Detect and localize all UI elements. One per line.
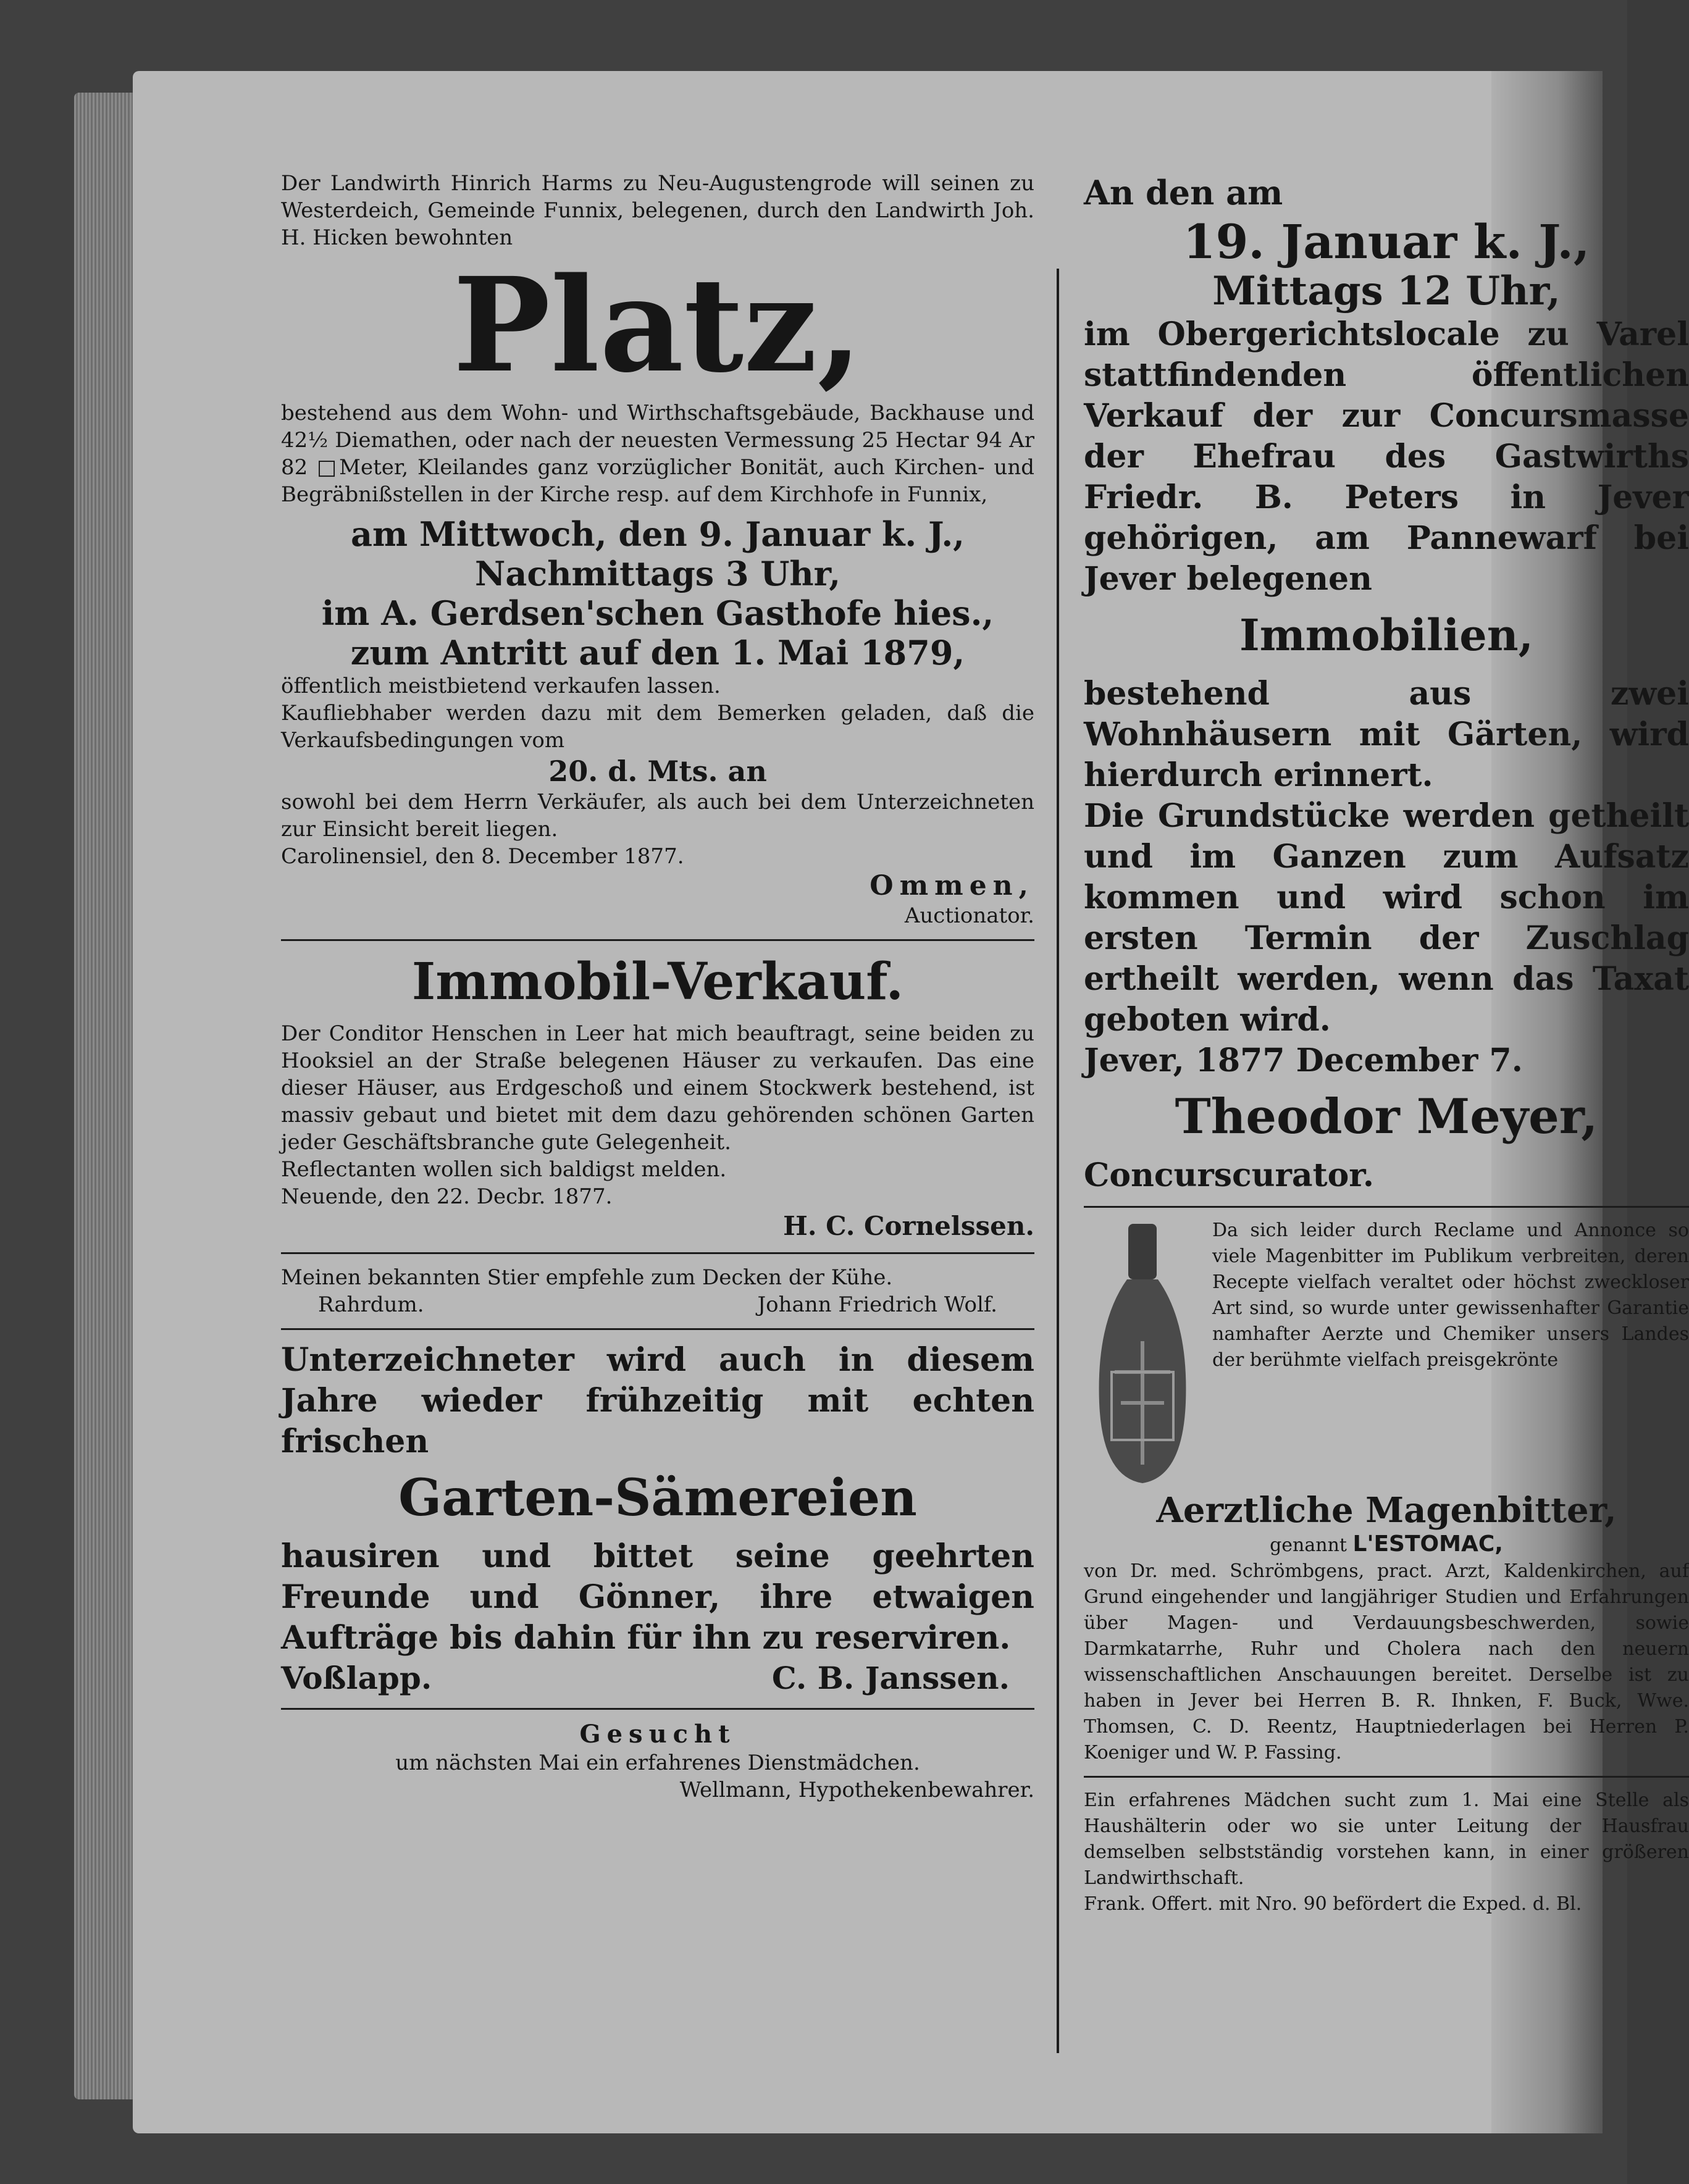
ad-immobil-note: Reflectanten wollen sich baldigst melden.: [281, 1157, 727, 1182]
ad-concurs-body: im Obergerichtslocale zu Varel stattfindenden öffentlichen Verkauf der zur Concursmasse der Ehefrau des Gastwirths Friedr. B. Peters in Jever gehörigen, am Pannewarf bei Jever belegenen: [1084, 316, 1689, 598]
separator-rule: [1084, 1206, 1689, 1208]
ad-maedchen-body: Ein erfahrenes Mädchen sucht zum 1. Mai eine Stelle als Haushälterin oder wo sie unter Leitung der Hausfrau demselben selbstständig vorstehen kann, in einer größeren Landwirthschaft.: [1084, 1789, 1689, 1889]
separator-rule: [281, 1252, 1034, 1254]
ad-immobil-headline: Immobil-Verkauf.: [411, 952, 904, 1011]
ad-platz-sale: öffentlich meistbietend verkaufen lassen.: [281, 674, 721, 698]
ad-concurs-role: Concurscurator.: [1084, 1157, 1375, 1194]
book-page-edges: [74, 93, 142, 2099]
ad-garten-intro: Unterzeichneter wird auch in diesem Jahre wieder frühzeitig mit echten frischen: [281, 1341, 1034, 1460]
ad-maedchen-note: Frank. Offert. mit Nro. 90 befördert die Exped. d. Bl.: [1084, 1893, 1582, 1915]
separator-rule: [1084, 1776, 1689, 1778]
ad-stier: [281, 1264, 1034, 1318]
ad-immobil: [281, 951, 1034, 1242]
ad-platz-avail: sowohl bei dem Herrn Verkäufer, als auch bei dem Unterzeichneten zur Einsicht bereit liegen.: [281, 790, 1034, 842]
ad-platz-time: Nachmittags 3 Uhr,: [474, 554, 841, 593]
ad-immobil-signature: H. C. Cornelssen.: [783, 1211, 1034, 1241]
ad-magenbitter-subtitle-name: L'ESTOMAC,: [1352, 1531, 1503, 1557]
ad-concurs-l2: 19. Januar k. J.,: [1183, 214, 1590, 269]
ad-garten-footer: [281, 1659, 1034, 1698]
ad-magenbitter-subtitle: [1084, 1531, 1689, 1559]
ad-stier-footer: [281, 1291, 1034, 1318]
ad-immobil-place-date: Neuende, den 22. Decbr. 1877.: [281, 1184, 613, 1209]
ad-garten-place: Voßlapp.: [281, 1660, 432, 1696]
ad-gesucht: [281, 1720, 1034, 1804]
ad-platz-place-date: Carolinensiel, den 8. December 1877.: [281, 844, 684, 869]
ad-magenbitter-top: [1084, 1218, 1689, 1489]
ad-concurs-body3: Die Grundstücke werden getheilt und im Ganzen zum Aufsatz kommen und wird schon im ersten Termin der Zuschlag ertheilt werden, wenn das Taxat geboten wird.: [1084, 797, 1689, 1039]
separator-rule: [281, 1328, 1034, 1330]
ad-platz-intro: Der Landwirth Hinrich Harms zu Neu-Augustengrode will seinen zu Westerdeich, Gemeinde Funnix, belegenen, durch den Landwirth Joh. H. Hicken bewohnten: [281, 171, 1034, 250]
separator-rule: [281, 1708, 1034, 1710]
ad-platz-place: im A. Gerdsen'schen Gasthofe hies.,: [321, 593, 994, 633]
ad-magenbitter: [1084, 1218, 1689, 1766]
ad-concurs-l1: An den am: [1084, 173, 1283, 212]
ad-magenbitter-headline: Aerztliche Magenbitter,: [1156, 1490, 1617, 1531]
ad-stier-place: Rahrdum.: [318, 1292, 424, 1317]
ad-magenbitter-body: von Dr. med. Schrömbgens, pract. Arzt, Kaldenkirchen, auf Grund eingehender und langjähriger Studien und Erfahrungen über Magen- und Verdauungsbeschwerden, sowie Darmkatarrhe, Ruhr und Cholera nach den neuern wissenschaftlichen Anschauungen bereitet. Derselbe ist zu haben in Jever bei Herren B. R. Ihnken, F. Buck, Wwe. Thomsen, C. D. Reentz, Hauptniederlagen bei Herren P. Koeniger und W. P. Fassing.: [1084, 1560, 1689, 1764]
newspaper-page: [133, 71, 1689, 2133]
ad-magenbitter-subtitle-prefix: genannt: [1270, 1534, 1347, 1556]
ad-immobil-body: Der Conditor Henschen in Leer hat mich beauftragt, seine beiden zu Hooksiel an der Straße belegenen Häuser zu verkaufen. Das eine dieser Häuser, aus Erdgeschoß und einem Stockwerk bestehend, ist massiv gebaut und bietet mit dem dazu gehörenden schönen Garten jeder Geschäftsbranche gute Gelegenheit.: [281, 1021, 1034, 1155]
ad-garten-body: hausiren und bittet seine geehrten Freunde und Gönner, ihre etwaigen Aufträge bis dahin für ihn zu reserviren.: [281, 1538, 1034, 1657]
ad-concurs-body2: bestehend aus zwei Wohnhäusern mit Gärten, wird hierdurch erinnert.: [1084, 675, 1689, 794]
ad-stier-body: Meinen bekannten Stier empfehle zum Decken der Kühe.: [281, 1265, 893, 1290]
ad-concurs: [1084, 170, 1689, 1196]
right-column: [1084, 170, 1689, 1917]
ad-platz-date: am Mittwoch, den 9. Januar k. J.,: [351, 514, 965, 554]
ad-platz-antritt: zum Antritt auf den 1. Mai 1879,: [350, 633, 965, 672]
ad-platz: [281, 170, 1034, 929]
ad-magenbitter-intro: Da sich leider durch Reclame und Annonce so viele Magenbitter im Publikum verbreiten, deren Recepte vielfach veraltet oder höchst zweckloser Art sind, so wurde unter gewissenhafter Garantie namhafter Aerzte und Chemiker unsers Landes der berühmte vielfach preisgekrönte: [1212, 1220, 1689, 1371]
ad-garten: [281, 1340, 1034, 1698]
ad-stier-signature: Johann Friedrich Wolf.: [757, 1292, 997, 1317]
ad-garten-signature: C. B. Janssen.: [771, 1660, 1010, 1696]
ad-gesucht-headline: Gesucht: [579, 1720, 736, 1749]
ad-maedchen: [1084, 1788, 1689, 1917]
separator-rule: [281, 939, 1034, 941]
ad-gesucht-body: um nächsten Mai ein erfahrenes Dienstmädchen.: [395, 1751, 920, 1775]
ad-concurs-headline: Immobilien,: [1239, 609, 1534, 661]
ad-concurs-l3: Mittags 12 Uhr,: [1212, 268, 1561, 314]
ad-gesucht-signature: Wellmann, Hypothekenbewahrer.: [679, 1778, 1034, 1802]
ad-platz-signature: Ommen,: [870, 870, 1034, 902]
ad-concurs-place-date: Jever, 1877 December 7.: [1084, 1042, 1523, 1079]
bottle-illustration: [1084, 1218, 1201, 1489]
column-divider: [1057, 269, 1059, 2053]
ad-platz-description: bestehend aus dem Wohn- und Wirthschaftsgebäude, Backhause und 42½ Diemathen, oder nach der neuesten Vermessung 25 Hectar 94 Ar 82 □Meter, Kleilandes ganz vorzüglicher Bonität, auch Kirchen- und Begräbnißstellen in der Kirche resp. auf dem Kirchhofe in Funnix,: [281, 401, 1034, 507]
ad-platz-headline: Platz,: [453, 249, 863, 401]
ad-platz-invite: Kaufliebhaber werden dazu mit dem Bemerken geladen, daß die Verkaufsbedingungen vom: [281, 701, 1034, 753]
ad-platz-role: Auctionator.: [904, 903, 1034, 928]
left-column: [281, 170, 1034, 1804]
ad-garten-headline: Garten-Sämereien: [398, 1468, 917, 1528]
ad-platz-date-small: 20. d. Mts. an: [548, 755, 767, 788]
ad-concurs-signature: Theodor Meyer,: [1175, 1089, 1598, 1145]
